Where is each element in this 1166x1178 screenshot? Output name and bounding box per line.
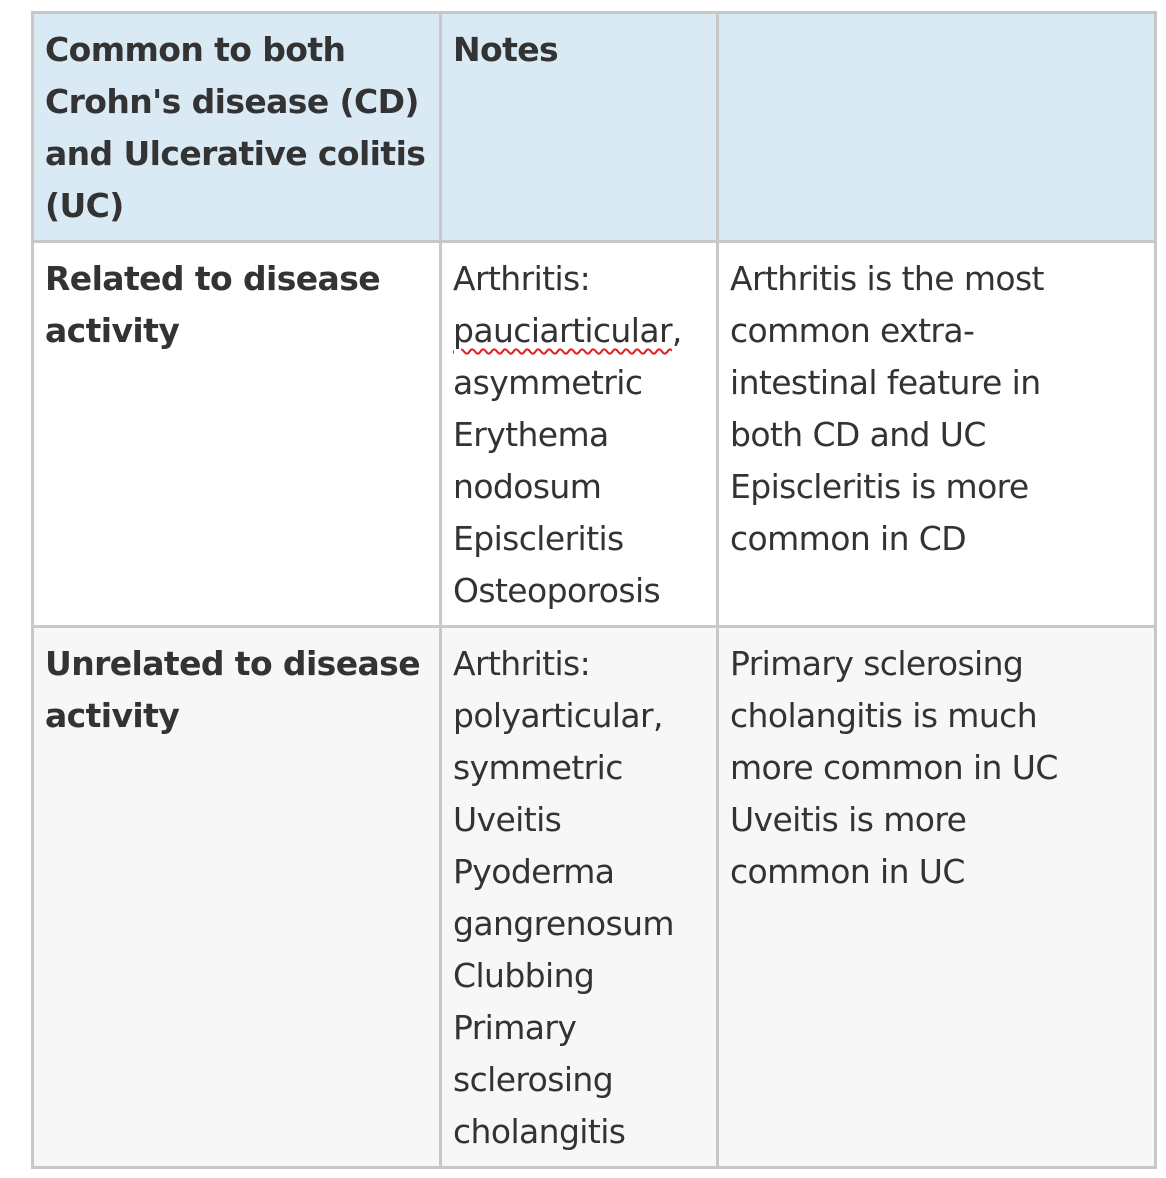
features-cell [441,627,718,1168]
extraintestinal-features-table [31,11,1157,1169]
feature-line: sclerosing [453,1060,614,1099]
table-row [33,242,1156,627]
features-cell [441,242,718,627]
feature-line: Primary [453,1008,577,1047]
feature-line: Clubbing [453,956,595,995]
feature-line: cholangitis [453,1112,626,1151]
note-line: Primary sclerosing [730,644,1024,683]
header-cell-empty [718,13,1156,242]
comma: , [671,311,682,350]
note-line: both CD and UC [730,415,986,454]
note-line: intestinal feature in [730,363,1041,402]
header-cell-notes: Notes [441,13,718,242]
feature-line: Arthritis: [453,644,591,683]
feature-line: gangrenosum [453,904,674,943]
feature-line: Uveitis [453,800,562,839]
feature-line: symmetric [453,748,623,787]
notes-cell [718,242,1156,627]
note-line: common in CD [730,519,967,558]
note-line: common in UC [730,852,965,891]
notes-cell [718,627,1156,1168]
header-cell-common: Common to both Crohn's disease (CD) and Ulcerative colitis (UC) [33,13,441,242]
feature-line: Osteoporosis [453,571,661,610]
note-line: Episcleritis is more [730,467,1029,506]
note-line: Uveitis is more [730,800,967,839]
table-row [33,627,1156,1168]
feature-line: Erythema [453,415,609,454]
spellcheck-underlined-word[interactable]: pauciarticular [453,311,672,350]
feature-line: Arthritis: [453,259,591,298]
note-line: more common in UC [730,748,1058,787]
note-line: Arthritis is the most [730,259,1044,298]
feature-line: polyarticular, [453,696,663,735]
row-label: Unrelated to disease activity [33,627,441,1168]
feature-line: asymmetric [453,363,643,402]
feature-line-with-spellcheck [453,305,706,357]
row-label: Related to disease activity [33,242,441,627]
feature-line: nodosum [453,467,602,506]
note-line: cholangitis is much [730,696,1038,735]
feature-line: Pyoderma [453,852,615,891]
feature-line: Episcleritis [453,519,624,558]
note-line: common extra- [730,311,975,350]
header-row [33,13,1156,242]
